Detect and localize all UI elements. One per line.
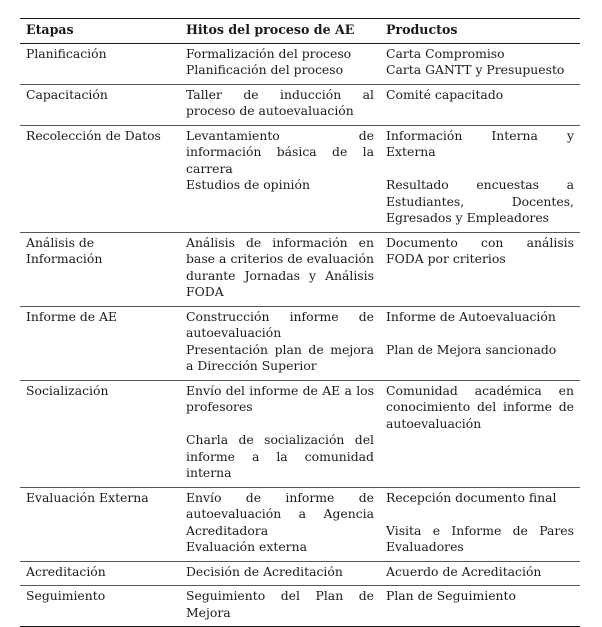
ae-process-table	[20, 18, 580, 627]
products-cell	[380, 125, 580, 232]
table-row	[20, 232, 580, 306]
stage-cell: Informe de AE	[20, 306, 180, 380]
milestone-item: Formalización del proceso	[186, 45, 352, 61]
milestones-cell	[180, 380, 380, 487]
product-item: Plan de Seguimiento	[386, 588, 516, 603]
milestone-item: Charla de socialización del informe a la comunidad interna	[186, 432, 374, 480]
table-row	[20, 586, 580, 627]
milestone-item: Evaluación externa	[186, 539, 307, 554]
product-item: Carta Compromiso	[386, 45, 505, 61]
stage-cell: Evaluación Externa	[20, 487, 180, 561]
table-row	[20, 43, 580, 84]
milestone-item: Planificación del proceso	[186, 62, 344, 77]
milestone-item: Presentación plan de mejora a Dirección Superior	[186, 341, 374, 373]
product-item: Informe de Autoevaluación	[386, 308, 556, 324]
products-cell	[380, 84, 580, 125]
stage-cell: Acreditación	[20, 561, 180, 586]
milestone-item: Análisis de información en base a criterios de evaluación durante Jornadas y Análisis FODA	[186, 234, 374, 299]
stage-cell: Planificación	[20, 43, 180, 84]
header-milestones: Hitos del proceso de AE	[180, 19, 380, 44]
product-item: Documento con análisis FODA por criterios	[386, 234, 574, 266]
stage-cell: Capacitación	[20, 84, 180, 125]
table-row	[20, 380, 580, 487]
milestone-item: Seguimiento del Plan de Mejora	[186, 588, 374, 620]
products-cell	[380, 561, 580, 586]
stage-cell: Seguimiento	[20, 586, 180, 627]
header-stage: Etapas	[20, 19, 180, 44]
product-item: Comunidad académica en conocimiento del informe de autoevaluación	[386, 382, 574, 431]
product-item: Visita e Informe de Pares Evaluadores	[386, 522, 574, 554]
milestone-item: Levantamiento de información básica de la carrera	[186, 127, 374, 176]
table-row	[20, 125, 580, 232]
milestones-cell	[180, 125, 380, 232]
products-cell	[380, 487, 580, 561]
product-item: Información Interna y Externa	[386, 127, 574, 159]
table-row	[20, 306, 580, 380]
milestones-cell	[180, 43, 380, 84]
milestone-item: Decisión de Acreditación	[186, 563, 343, 579]
products-cell	[380, 43, 580, 84]
products-cell	[380, 380, 580, 487]
milestones-cell	[180, 306, 380, 380]
products-cell	[380, 586, 580, 627]
product-item: Comité capacitado	[386, 86, 504, 102]
milestones-cell	[180, 232, 380, 306]
table-row	[20, 84, 580, 125]
milestone-item: Envío de informe de autoevaluación a Agencia Acreditadora	[186, 489, 374, 538]
product-item: Recepción documento final	[386, 489, 557, 505]
product-item: Carta GANTT y Presupuesto	[386, 62, 565, 77]
product-item: Acuerdo de Acreditación	[386, 563, 542, 579]
milestones-cell	[180, 561, 380, 586]
product-item: Plan de Mejora sancionado	[386, 341, 557, 357]
products-cell	[380, 232, 580, 306]
stage-cell: Recolección de Datos	[20, 125, 180, 232]
milestone-item: Construcción informe de autoevaluación	[186, 308, 374, 340]
milestone-item: Estudios de opinión	[186, 177, 310, 192]
stage-cell: Socialización	[20, 380, 180, 487]
header-products: Productos	[380, 19, 580, 44]
milestone-item: Taller de inducción al proceso de autoevaluación	[186, 86, 374, 118]
product-item: Resultado encuestas a Estudiantes, Docentes, Egresados y Empleadores	[386, 177, 574, 225]
milestone-item: Envío del informe de AE a los profesores	[186, 382, 374, 414]
table-row	[20, 487, 580, 561]
table-row	[20, 561, 580, 586]
milestones-cell	[180, 586, 380, 627]
milestones-cell	[180, 487, 380, 561]
milestones-cell	[180, 84, 380, 125]
products-cell	[380, 306, 580, 380]
stage-cell: Análisis de Información	[20, 232, 180, 306]
table-header-row	[20, 19, 580, 44]
